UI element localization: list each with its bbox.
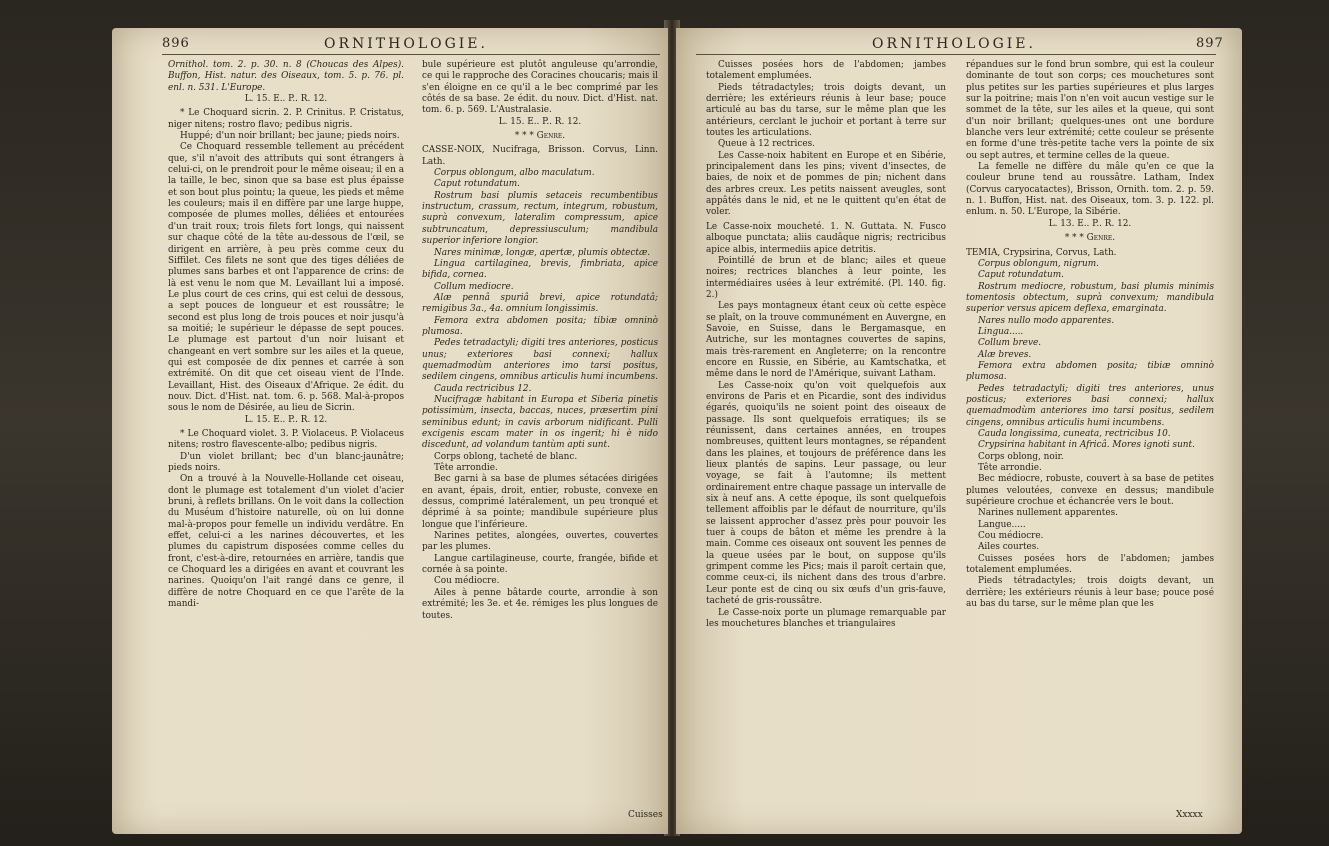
catchword: Cuisses — [628, 810, 663, 820]
paragraph: D'un violet brillant; bec d'un blanc-jaunâtre; pieds noirs. — [168, 451, 404, 474]
paragraph: Caput rotundatum. — [434, 179, 520, 190]
paragraph: Cou médiocre. — [434, 576, 500, 587]
paragraph: Bec garni à sa base de plumes sétacées dirigées en avant, épais, droit, entier, robuste, convexe en dessus, comprimé latéralement, un peu tronqué et déprimé à sa pointe; mandibule supérieure plus longue que l'inférieure. — [422, 474, 658, 530]
running-head: ORNITHOLOGIE. — [324, 36, 488, 52]
paragraph: Nucifragæ habitant in Europa et Siberia pinetis potissimùm, insecta, baccas, nuces, præsertim pini seminibus edunt; in cavis arborum nidificant. Pulli excigenis escam mater in os ingerit; hi è nido discedunt, ad volandum tantùm apti sunt. — [422, 394, 658, 451]
paragraph: Langue cartilagineuse, courte, frangée, bifide et cornée à sa pointe. — [422, 553, 658, 576]
paragraph: Narines petites, alongées, ouvertes, couvertes par les plumes. — [422, 531, 658, 553]
paragraph: Crypsirina habitant in Africâ. Mores ignoti sunt. — [978, 440, 1195, 451]
paragraph: Nares nullo modo apparentes. — [978, 315, 1115, 326]
paragraph: Cuisses posées hors de l'abdomen; jambes totalement emplumées. — [966, 553, 1214, 576]
paragraph: Cauda rectricibus 12. — [434, 383, 532, 394]
paragraph: Alæ breves. — [978, 349, 1032, 360]
paragraph: Pointillé de brun et de blanc; ailes et queue noires; rectrices blanches à leur pointe, les intermédiaires usées à leur extrémité. (Pl. 140. fig. 2.) — [706, 255, 946, 300]
paragraph: Femora extra abdomen posita; tibiæ omninò plumosa. — [966, 360, 1214, 383]
header-rule — [162, 54, 660, 55]
paragraph: Corps oblong, noir. — [978, 451, 1064, 462]
paragraph: La femelle ne diffère du mâle qu'en ce que la couleur brune tend au roussâtre. Latham, Index (Corvus caryocatactes), Brisson, Ornith. tom. 2. p. 59. n. 1. Buffon, Hist. nat. des Oiseaux, tom. 3. p. 122. pl. enlum. n. 50. L'Europe, la Sibérie. — [966, 162, 1214, 218]
paragraph: Ailes courtes. — [978, 542, 1040, 553]
measurements: L. 15. E.. P.. R. 12. — [498, 116, 582, 127]
paragraph: Lingua cartilaginea, brevis, fimbriata, apice bifida, cornea. — [422, 258, 658, 281]
paragraph: Collum breve. — [978, 338, 1042, 349]
paragraph: Corpus oblongum, nigrum. — [978, 258, 1099, 269]
paragraph: Ailes à penne bâtarde courte, arrondie à son extrémité; les 3e. et 4e. rémiges les plus longues de toutes. — [422, 587, 658, 621]
column-right-2 — [966, 60, 1214, 611]
column-right-1 — [706, 60, 946, 630]
paragraph: Les Casse-noix qu'on voit quelquefois aux environs de Paris et en Picardie, sont des individus égarés, quoiqu'ils ne soient point des oiseaux de passage. Ils sont quelquefois erratiques; ils se réunissent, dans certaines années, en troupes nombreuses, quittent leurs montagnes, se répandent dans les plaines, et toujours de préférence dans les lieux plantés de sapins. Leur passage, ou leur voyage, se fait à l'automne; ils mettent ordinairement entre chaque passage un intervalle de six à neuf ans. A cette époque, ils sont quelquefois tellement affoiblis par le défaut de nourriture, qu'ils se laissent approcher d'assez près pour pouvoir les tuer à coups de bâton et même les prendre à la main. Comme ces oiseaux ont souvent les pennes de la queue usées par le bout, on suppose qu'ils grimpent comme les Pics; mais il paroît certain que, comme ceux-ci, ils nichent dans des trous d'arbre. Leur ponte est de cinq ou six œufs d'un gris-fauve, tacheté de gris-roussâtre. — [706, 380, 946, 607]
species-heading: * Le Choquard violet. 3. P. Violaceus. P. Violaceus nitens; rostro flavescente-albo; pedibus nigris. — [168, 429, 404, 451]
paragraph: Pieds tétradactyles; trois doigts devant, un derrière; les extérieurs réunis à leur base; pouce articulé au bas du tarse, sur le même plan que les antérieurs, cerclant le juchoir et portant à terre sur toutes les articulations. — [706, 82, 946, 139]
page-number: 897 — [1196, 36, 1224, 51]
paragraph: Ornithol. tom. 2. p. 30. n. 8 (Choucas des Alpes). Buffon, Hist. natur. des Oiseaux, tom. 5. p. 76. pl. enl. n. 531. L'Europe. — [168, 60, 404, 93]
species-heading: * Le Choquard sicrin. 2. P. Crinitus. P. Cristatus, niger nitens; rostro flavo; pedibus nigris. — [168, 108, 404, 130]
paragraph: Pedes tetradactyli; digiti tres anteriores, posticus unus; exteriores basi connexi; hallux quemadmodùm anteriores imo tarsi positus, sedilem cingens, omnibus articulis humi incumbens. — [422, 338, 658, 383]
column-left-1 — [168, 60, 404, 611]
paragraph: Bec médiocre, robuste, couvert à sa base de petites plumes veloutées, convexe en dessus; mandibule supérieure crochue et échancrée vers le bout. — [966, 474, 1214, 508]
paragraph: Narines nullement apparentes. — [978, 508, 1118, 519]
paragraph: Collum mediocre. — [434, 281, 514, 292]
signature-mark: Xxxxx — [1176, 810, 1203, 820]
genus-heading: * * * Genre. — [514, 131, 566, 142]
header-rule — [696, 54, 1216, 55]
paragraph: Rostrum basi plumis setaceis recumbentibus instructum, crassum, rectum, integrum, robustum, suprà convexum, lateralim compressum, apice subtruncatum, depressiusculum; mandibula superior inferiore longior. — [422, 190, 658, 247]
genus-name: CASSE-NOIX, Nucifraga, Brisson. Corvus, Linn. Lath. — [422, 145, 658, 167]
page-number: 896 — [162, 36, 190, 51]
paragraph: Cauda longissima, cuneata, rectricibus 10. — [978, 429, 1171, 439]
paragraph: On a trouvé à la Nouvelle-Hollande cet oiseau, dont le plumage est totalement d'un violet d'acier bruni, à reflets brillans. On le voit dans la collection du Muséum d'histoire naturelle, où on lui donne mal-à-propos pour femelle un individu verdâtre. En effet, celui-ci a les narines découvertes, et les plumes du capistrum disposées comme celles du front, c'est-à-dire, retournées en arrière, tandis que ce Choquard les a dirigées en avant et couvrant les narines. Quoiqu'on l'ait rangé dans ce genre, il diffère de notre Choquard en ce que l'arête de la mandi- — [168, 474, 404, 610]
paragraph: Queue à 12 rectrices. — [718, 139, 815, 150]
paragraph: Rostrum mediocre, robustum, basi plumis minimis tomentosis obtectum, suprà convexum; mandibula superior versus apicem deflexa, emarginata. — [966, 281, 1214, 315]
paragraph: Les pays montagneux étant ceux où cette espèce se plaît, on la trouve communément en Auvergne, en Savoie, en Suisse, dans le Bergamasque, en Autriche, sur les montagnes couvertes de sapins, mais très-rarement en Angleterre; on la rencontre encore en Russie, en Sibérie, au Kamtschatka, et même dans le nord de l'Amérique, suivant Latham. — [706, 301, 946, 380]
paragraph: Corpus oblongum, albo maculatum. — [434, 168, 595, 179]
paragraph: Tête arrondie. — [978, 463, 1042, 474]
species-heading: Le Casse-noix moucheté. 1. N. Guttata. N. Fusco alboque punctata; aliis caudâque nigris; rectricibus apice albis, intermediis apice detritis. — [706, 221, 946, 255]
measurements: L. 15. E.. P.. R. 12. — [244, 94, 328, 105]
paragraph: Cuisses posées hors de l'abdomen; jambes totalement emplumées. — [706, 60, 946, 82]
paragraph: répandues sur le fond brun sombre, qui est la couleur dominante de tout son corps; ces mouchetures sont plus petites sur les parties supérieures et plus larges sur la poitrine; mais l'on n'en voit aucun vestige sur le sommet de la tête, sur les ailes et la queue, qui sont d'un noir brillant; quelques-unes ont une bordure blanche vers leur extrémité; cette couleur se présente en forme d'une très-petite tache vers la pointe de six ou sept autres, et termine celles de la queue. — [966, 60, 1214, 161]
paragraph: Femora extra abdomen posita; tibiæ omninò plumosa. — [422, 315, 658, 337]
left-page — [112, 28, 668, 834]
running-head: ORNITHOLOGIE. — [872, 36, 1036, 52]
paragraph: Les Casse-noix habitent en Europe et en Sibérie, principalement dans les pins; vivent d'insectes, de baies, de noix et de pommes de pin; nichent dans des arbres creux. Les petits naissent aveugles, sont appâtés dans le nid, et ne le quittent qu'en état de voler. — [706, 150, 946, 218]
paragraph: Ce Choquard ressemble tellement au précédent que, s'il n'avoit des attributs qui sont étrangers à celui-ci, on le prendroit pour le même oiseau; il en a la taille, le bec, sinon que sa base est plus épaisse et son bout plus pointu; la queue, les pieds et même les couleurs; mais il en diffère par une large huppe, composée de plumes molles, déliées et entourées d'un trait roux; trois filets fort longs, qui naissent sur chaque côté de la tête au-dessous de l'œil, se dirigent en arrière, à peu près comme ceux du Siffilet. Ces filets ne sont que des tiges déliées de plumes sans barbes et ont l'apparence de crins: de là est venu le nom que M. Levaillant lui a imposé. Le plus court de ces crins, qui est celui de dessous, a sept pouces de longueur et est roussâtre; le second est plus long de trois pouces et noir jusqu'à sa moitié; le supérieur le dépasse de sept pouces. Le plumage est partout d'un noir luisant et changeant en vert sombre sur les ailes et la queue, qui est composée de dix pennes et carrée à son extrémité. On dit que cet oiseau vient de l'Inde. Levaillant, Hist. des Oiseaux d'Afrique. 2e édit. du nouv. Dict. d'Hist. nat. tom. 6. p. 568. Mal-à-propos sous le nom de Désirée, au lieu de Sicrin. — [168, 142, 404, 414]
paragraph: Lingua..... — [978, 326, 1024, 337]
column-left-2 — [422, 60, 658, 622]
paragraph: Corps oblong, tacheté de blanc. — [434, 451, 578, 462]
paragraph: Tête arrondie. — [434, 463, 498, 474]
measurements: L. 13. E.. P.. R. 12. — [1048, 218, 1132, 229]
paragraph: Pieds tétradactyles; trois doigts devant, un derrière; les extérieurs réunis à leur base; pouce posé au bas du tarse, sur le même plan que les — [966, 576, 1214, 610]
paragraph: Nares minimæ, longæ, apertæ, plumis obtectæ. — [434, 247, 651, 258]
right-page — [676, 28, 1242, 834]
genus-name: TEMIA, Crypsirina, Corvus, Lath. — [966, 247, 1117, 258]
paragraph: Cou médiocre. — [978, 531, 1044, 542]
paragraph: Langue..... — [978, 519, 1026, 530]
paragraph: Pedes tetradactyli; digiti tres anteriores, unus posticus; exteriores basi connexi; hallux quemadmodùm anteriores imo tarsi positus, sedilem cingens, omnibus articulis humi incumbens. — [966, 383, 1214, 428]
genus-heading: * * * Genre. — [1064, 233, 1116, 244]
paragraph: Caput rotundatum. — [978, 270, 1064, 281]
paragraph: Le Casse-noix porte un plumage remarquable par les mouchetures blanches et triangulaires — [706, 607, 946, 629]
measurements: L. 15. E.. P.. R. 12. — [244, 414, 328, 425]
paragraph: Alæ pennâ spuriâ brevi, apice rotundatâ; remigibus 3a., 4a. omnium longissimis. — [422, 292, 658, 315]
paragraph: Huppé; d'un noir brillant; bec jaune; pieds noirs. — [180, 131, 400, 142]
paragraph: bule supérieure est plutôt anguleuse qu'arrondie, ce qui le rapproche des Coracines choucaris; mais il s'en éloigne en ce qu'il a le bec comprimé par les côtés de sa base. 2e édit. du nouv. Dict. d'Hist. nat. tom. 6. p. 569. L'Australasie. — [422, 60, 658, 116]
